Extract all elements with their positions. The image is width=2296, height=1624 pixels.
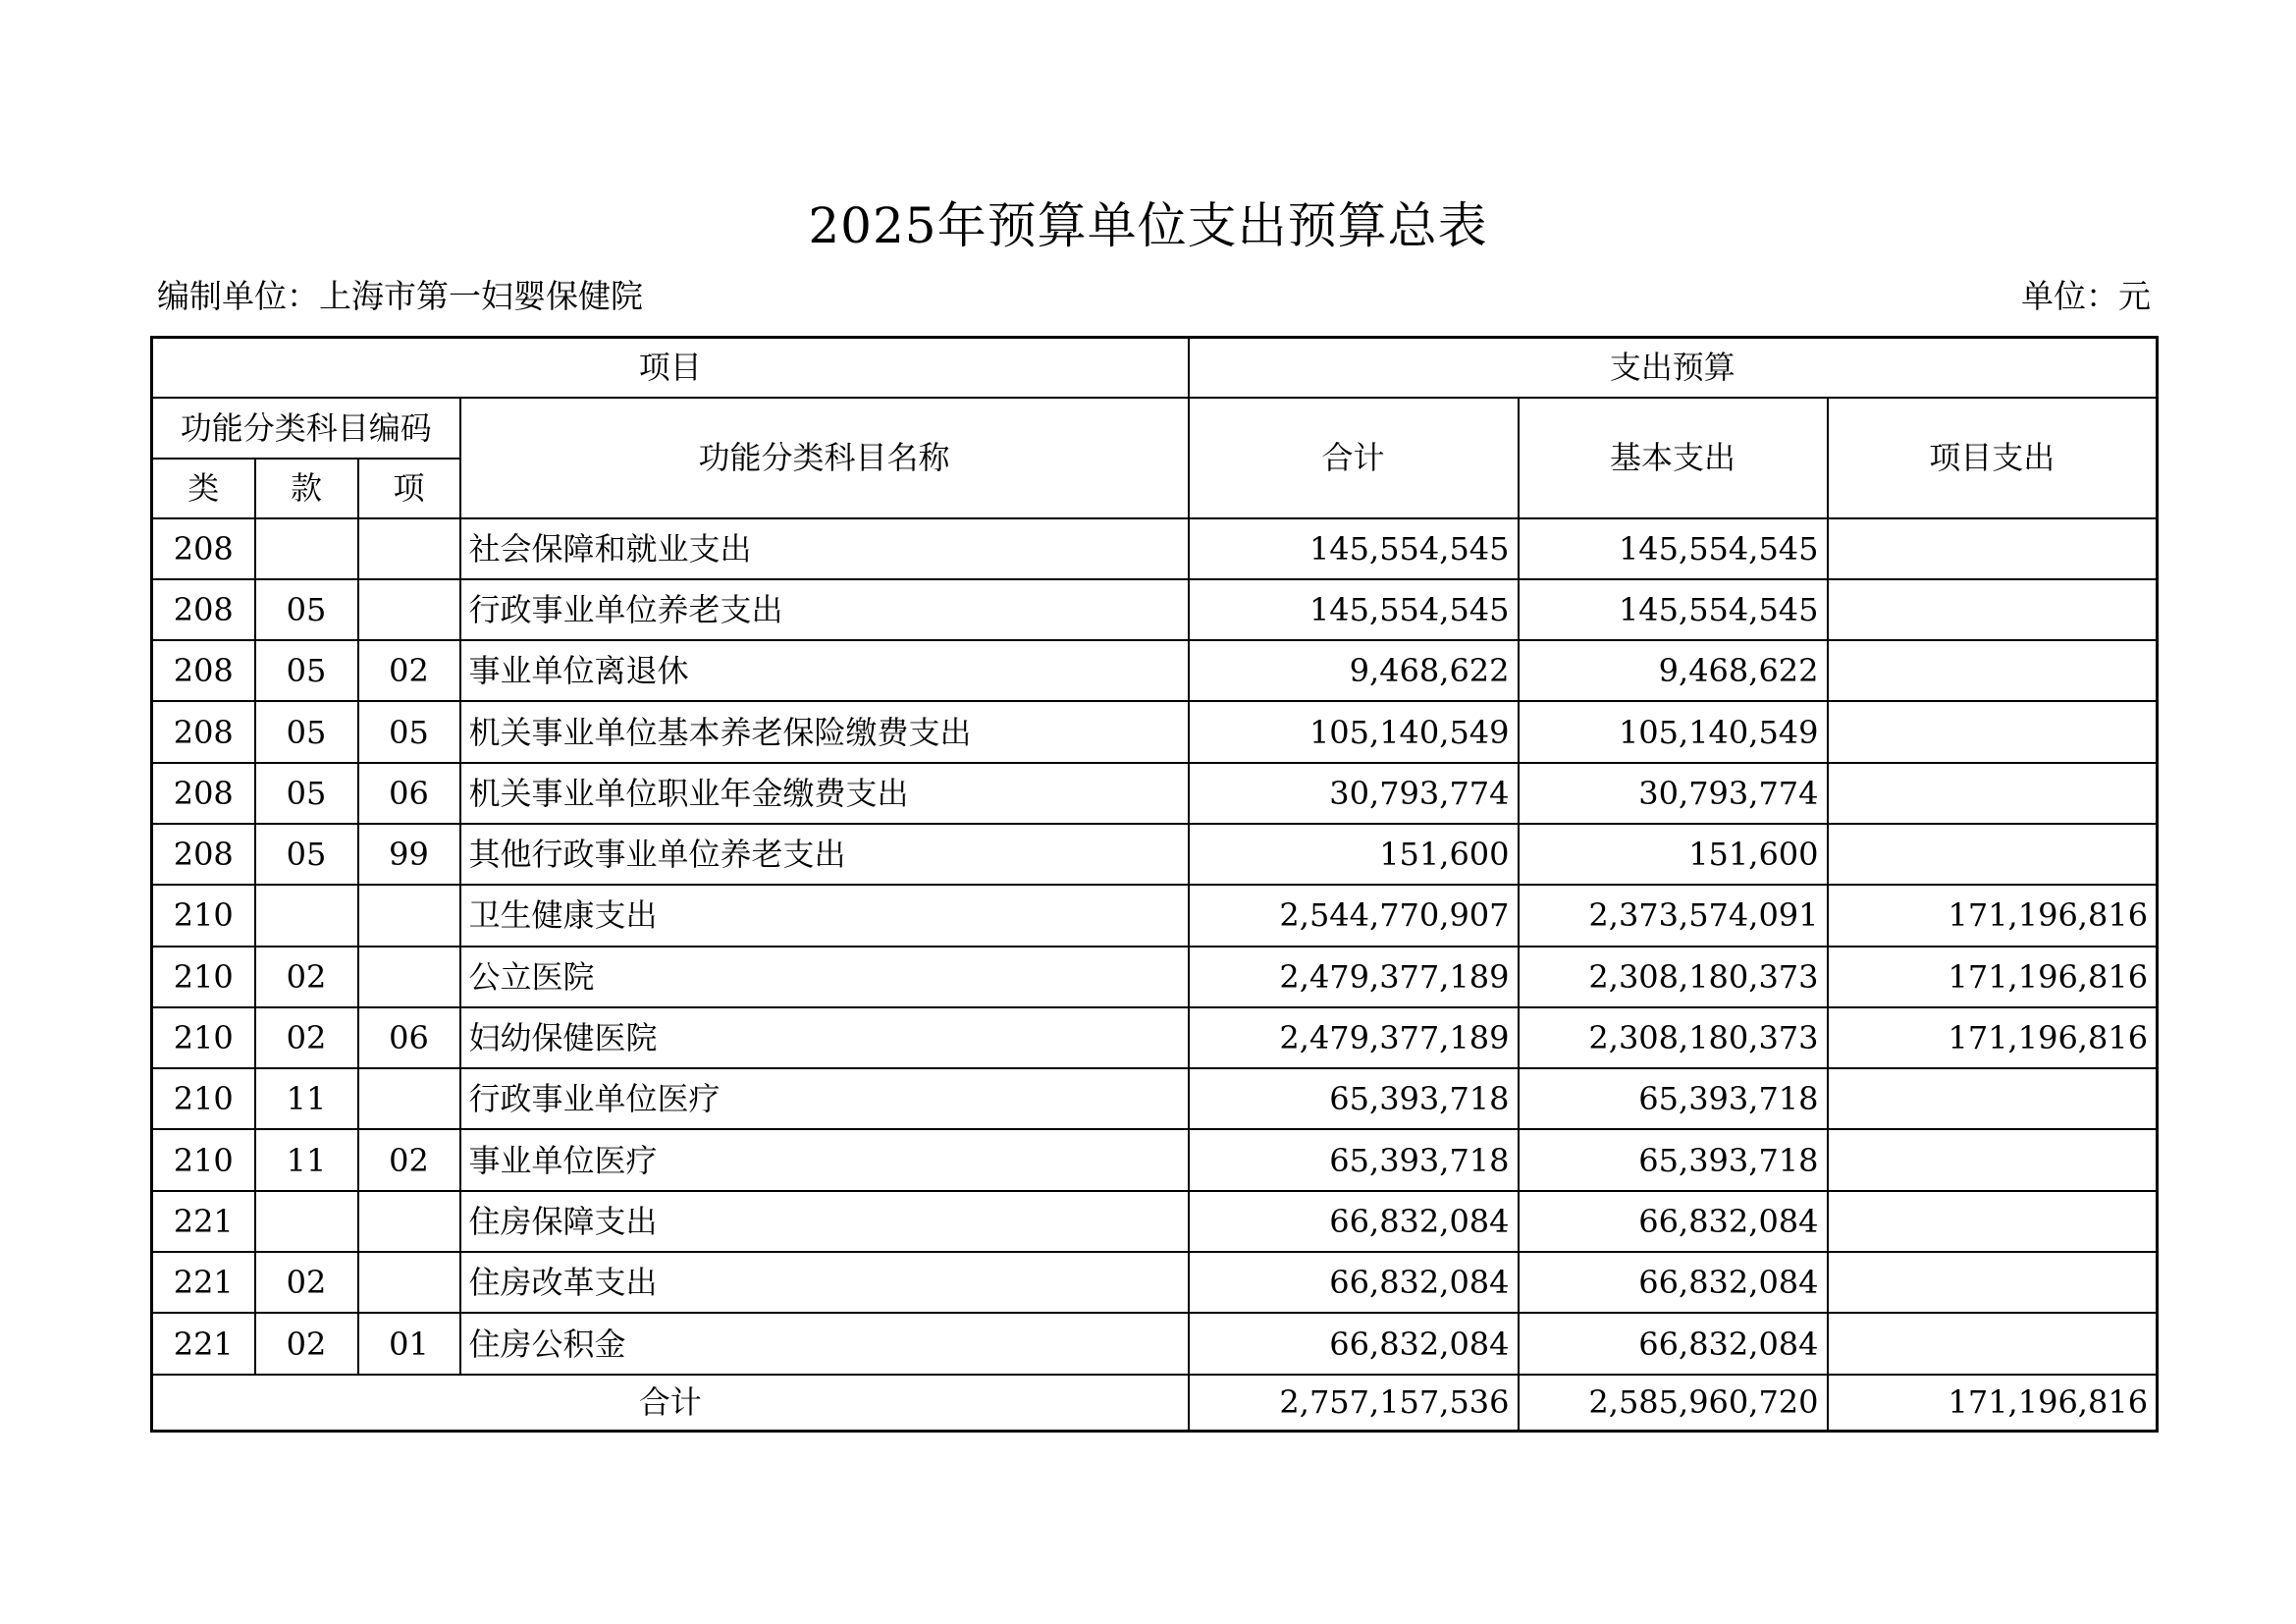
cell-xiang: 01 [358, 1313, 460, 1374]
header-kuan: 款 [255, 459, 358, 518]
header-project-exp: 项目支出 [1828, 398, 2158, 518]
cell-func-name: 机关事业单位基本养老保险缴费支出 [460, 701, 1189, 762]
cell-project [1828, 1313, 2158, 1374]
cell-project [1828, 640, 2158, 701]
cell-xiang: 06 [358, 763, 460, 824]
totals-project: 171,196,816 [1828, 1375, 2158, 1432]
currency-unit-label: 单位：元 [2021, 277, 2151, 315]
cell-total: 30,793,774 [1189, 763, 1519, 824]
cell-xiang [358, 1068, 460, 1129]
totals-row [152, 1375, 2158, 1432]
cell-project [1828, 1068, 2158, 1129]
header-row-middle [152, 398, 2158, 459]
table-row [152, 1007, 2158, 1068]
cell-xiang [358, 1191, 460, 1252]
cell-kuan: 02 [255, 1252, 358, 1313]
header-xiang: 项 [358, 459, 460, 518]
cell-lei: 208 [152, 824, 255, 885]
cell-xiang: 99 [358, 824, 460, 885]
cell-kuan: 02 [255, 947, 358, 1007]
cell-total: 66,832,084 [1189, 1313, 1519, 1374]
cell-kuan: 05 [255, 824, 358, 885]
cell-basic: 145,554,545 [1519, 579, 1828, 640]
header-row-top [152, 338, 2158, 398]
cell-lei: 210 [152, 1129, 255, 1190]
header-basic: 基本支出 [1519, 398, 1828, 518]
cell-project [1828, 763, 2158, 824]
table-row [152, 885, 2158, 946]
cell-xiang: 02 [358, 640, 460, 701]
cell-lei: 208 [152, 763, 255, 824]
cell-total: 105,140,549 [1189, 701, 1519, 762]
cell-lei: 221 [152, 1252, 255, 1313]
cell-kuan: 02 [255, 1007, 358, 1068]
totals-basic: 2,585,960,720 [1519, 1375, 1828, 1432]
cell-lei: 210 [152, 885, 255, 946]
cell-total: 145,554,545 [1189, 518, 1519, 579]
table-row [152, 1252, 2158, 1313]
cell-basic: 151,600 [1519, 824, 1828, 885]
cell-basic: 2,373,574,091 [1519, 885, 1828, 946]
cell-total: 66,832,084 [1189, 1252, 1519, 1313]
table-row [152, 1068, 2158, 1129]
cell-basic: 66,832,084 [1519, 1252, 1828, 1313]
cell-kuan [255, 885, 358, 946]
table-row [152, 824, 2158, 885]
cell-project: 171,196,816 [1828, 1007, 2158, 1068]
header-expenditure-budget: 支出预算 [1189, 338, 2158, 398]
table-row [152, 1129, 2158, 1190]
cell-xiang: 05 [358, 701, 460, 762]
cell-total: 65,393,718 [1189, 1129, 1519, 1190]
table-row [152, 518, 2158, 579]
cell-project [1828, 824, 2158, 885]
cell-xiang [358, 947, 460, 1007]
cell-kuan [255, 1191, 358, 1252]
cell-project [1828, 1252, 2158, 1313]
cell-basic: 66,832,084 [1519, 1191, 1828, 1252]
cell-kuan: 05 [255, 640, 358, 701]
cell-basic: 66,832,084 [1519, 1313, 1828, 1374]
cell-total: 66,832,084 [1189, 1191, 1519, 1252]
cell-lei: 221 [152, 1313, 255, 1374]
cell-func-name: 妇幼保健医院 [460, 1007, 1189, 1068]
cell-kuan: 05 [255, 579, 358, 640]
cell-xiang: 02 [358, 1129, 460, 1190]
budget-table [150, 336, 2159, 1433]
cell-project: 171,196,816 [1828, 947, 2158, 1007]
compiling-unit-label: 编制单位：上海市第一妇婴保健院 [157, 277, 643, 315]
cell-kuan [255, 518, 358, 579]
cell-xiang [358, 1252, 460, 1313]
cell-total: 151,600 [1189, 824, 1519, 885]
cell-total: 145,554,545 [1189, 579, 1519, 640]
header-project: 项目 [152, 338, 1189, 398]
cell-basic: 65,393,718 [1519, 1129, 1828, 1190]
cell-total: 65,393,718 [1189, 1068, 1519, 1129]
table-row [152, 763, 2158, 824]
cell-lei: 208 [152, 701, 255, 762]
cell-kuan: 11 [255, 1129, 358, 1190]
cell-func-name: 住房公积金 [460, 1313, 1189, 1374]
page-title: 2025年预算单位支出预算总表 [808, 197, 1488, 254]
cell-total: 2,544,770,907 [1189, 885, 1519, 946]
cell-lei: 210 [152, 947, 255, 1007]
cell-kuan: 11 [255, 1068, 358, 1129]
cell-lei: 210 [152, 1068, 255, 1129]
cell-kuan: 02 [255, 1313, 358, 1374]
cell-func-name: 行政事业单位养老支出 [460, 579, 1189, 640]
cell-func-name: 住房保障支出 [460, 1191, 1189, 1252]
table-row [152, 947, 2158, 1007]
cell-total: 2,479,377,189 [1189, 947, 1519, 1007]
totals-total: 2,757,157,536 [1189, 1375, 1519, 1432]
cell-func-name: 事业单位医疗 [460, 1129, 1189, 1190]
totals-label: 合计 [152, 1375, 1189, 1432]
cell-func-name: 行政事业单位医疗 [460, 1068, 1189, 1129]
cell-xiang: 06 [358, 1007, 460, 1068]
cell-func-name: 机关事业单位职业年金缴费支出 [460, 763, 1189, 824]
cell-basic: 105,140,549 [1519, 701, 1828, 762]
cell-total: 9,468,622 [1189, 640, 1519, 701]
cell-project [1828, 701, 2158, 762]
cell-project: 171,196,816 [1828, 885, 2158, 946]
cell-xiang [358, 579, 460, 640]
cell-project [1828, 1129, 2158, 1190]
cell-lei: 208 [152, 640, 255, 701]
cell-basic: 9,468,622 [1519, 640, 1828, 701]
table-row [152, 579, 2158, 640]
cell-basic: 2,308,180,373 [1519, 1007, 1828, 1068]
cell-func-name: 事业单位离退休 [460, 640, 1189, 701]
header-total: 合计 [1189, 398, 1519, 518]
cell-kuan: 05 [255, 701, 358, 762]
table-row [152, 640, 2158, 701]
cell-lei: 208 [152, 518, 255, 579]
cell-project [1828, 518, 2158, 579]
header-func-code: 功能分类科目编码 [152, 398, 460, 459]
header-func-name: 功能分类科目名称 [460, 398, 1189, 518]
cell-basic: 2,308,180,373 [1519, 947, 1828, 1007]
cell-func-name: 卫生健康支出 [460, 885, 1189, 946]
cell-lei: 221 [152, 1191, 255, 1252]
cell-basic: 65,393,718 [1519, 1068, 1828, 1129]
cell-basic: 30,793,774 [1519, 763, 1828, 824]
cell-xiang [358, 518, 460, 579]
cell-func-name: 住房改革支出 [460, 1252, 1189, 1313]
cell-project [1828, 579, 2158, 640]
cell-func-name: 社会保障和就业支出 [460, 518, 1189, 579]
cell-lei: 210 [152, 1007, 255, 1068]
cell-project [1828, 1191, 2158, 1252]
table-row [152, 1313, 2158, 1374]
cell-lei: 208 [152, 579, 255, 640]
cell-func-name: 公立医院 [460, 947, 1189, 1007]
cell-func-name: 其他行政事业单位养老支出 [460, 824, 1189, 885]
header-lei: 类 [152, 459, 255, 518]
cell-xiang [358, 885, 460, 946]
cell-total: 2,479,377,189 [1189, 1007, 1519, 1068]
table-row [152, 1191, 2158, 1252]
table-row [152, 701, 2158, 762]
cell-basic: 145,554,545 [1519, 518, 1828, 579]
cell-kuan: 05 [255, 763, 358, 824]
